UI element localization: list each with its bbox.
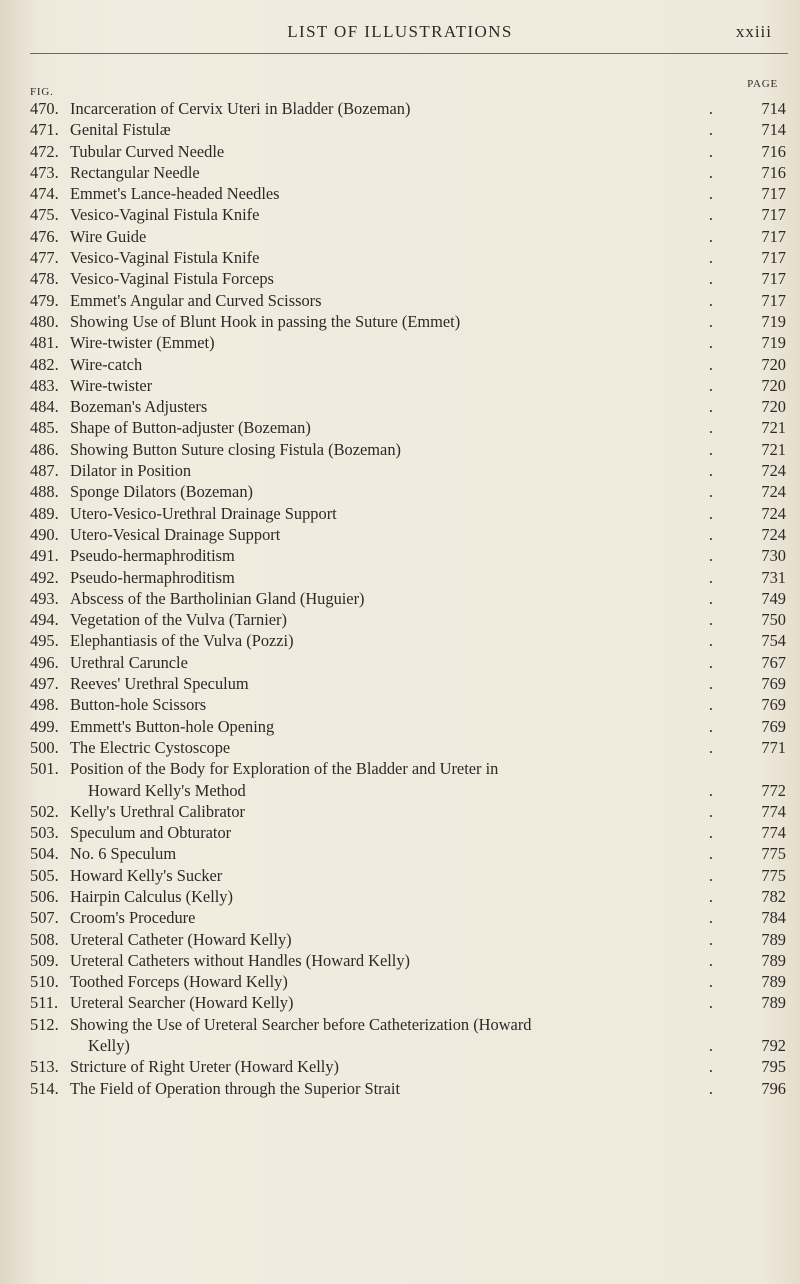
dot-leader: . xyxy=(708,652,734,672)
figure-number: 495. xyxy=(30,631,59,651)
list-item xyxy=(30,630,790,651)
figure-title: Emmet's Lance-headed Needles xyxy=(70,184,280,204)
page-reference: 789 xyxy=(761,950,786,970)
dot-leader: . xyxy=(708,929,734,949)
dot-leader: . xyxy=(708,354,734,374)
fig-column-heading: FIG. xyxy=(30,86,54,98)
list-item xyxy=(30,183,790,204)
list-item xyxy=(30,865,790,886)
figure-number: 511. xyxy=(30,993,59,1013)
figure-number: 508. xyxy=(30,929,59,949)
figure-title: Ureteral Catheter (Howard Kelly) xyxy=(70,929,292,949)
dot-leader: . xyxy=(708,269,734,289)
page-reference: 716 xyxy=(761,162,786,182)
figure-title: Bozeman's Adjusters xyxy=(70,397,208,417)
list-item xyxy=(30,886,790,907)
figure-title: Utero-Vesical Drainage Support xyxy=(70,524,281,544)
dot-leader: . xyxy=(708,844,734,864)
dot-leader: . xyxy=(708,993,734,1013)
figure-title: Emmett's Button-hole Opening xyxy=(70,716,275,736)
figure-title: Showing the Use of Ureteral Searcher before Catheterization (Howard xyxy=(70,1014,532,1034)
figure-title: Sponge Dilators (Bozeman) xyxy=(70,482,253,502)
dot-leader: . xyxy=(708,546,734,566)
figure-title: Wire-twister xyxy=(70,375,153,395)
figure-title: Position of the Body for Exploration of the Bladder and Ureter in xyxy=(70,759,499,779)
figure-number: 475. xyxy=(30,205,59,225)
dot-leader: . xyxy=(708,886,734,906)
dot-leader: . xyxy=(708,162,734,182)
figure-title: Rectangular Needle xyxy=(70,162,200,182)
list-item xyxy=(30,929,790,950)
figure-number: 505. xyxy=(30,865,59,885)
page-reference: 717 xyxy=(761,205,786,225)
dot-leader: . xyxy=(708,801,734,821)
dot-leader: . xyxy=(708,823,734,843)
list-item xyxy=(30,716,790,737)
figure-number: 501. xyxy=(30,759,59,779)
figure-number: 497. xyxy=(30,674,59,694)
page-reference: 795 xyxy=(761,1057,786,1077)
list-item xyxy=(30,439,790,460)
figure-number: 496. xyxy=(30,652,59,672)
page-reference: 717 xyxy=(761,248,786,268)
figure-title: The Field of Operation through the Superior Strait xyxy=(70,1078,401,1098)
dot-leader: . xyxy=(708,397,734,417)
page-reference: 775 xyxy=(761,844,786,864)
page-reference: 719 xyxy=(761,311,786,331)
page-reference: 720 xyxy=(761,354,786,374)
page-reference: 775 xyxy=(761,865,786,885)
figure-number: 485. xyxy=(30,418,59,438)
list-item xyxy=(30,417,790,438)
dot-leader: . xyxy=(708,1057,734,1077)
page-reference: 750 xyxy=(761,610,786,630)
list-item xyxy=(30,204,790,225)
page-reference: 792 xyxy=(761,1036,786,1056)
figure-number: 490. xyxy=(30,524,59,544)
figure-number: 492. xyxy=(30,567,59,587)
figure-number: 482. xyxy=(30,354,59,374)
dot-leader: . xyxy=(708,248,734,268)
running-header xyxy=(0,22,800,52)
dot-leader: . xyxy=(708,610,734,630)
figure-title: Kelly's Urethral Calibrator xyxy=(70,801,245,821)
dot-leader: . xyxy=(708,524,734,544)
figure-number: 489. xyxy=(30,503,59,523)
dot-leader: . xyxy=(708,205,734,225)
figure-number: 477. xyxy=(30,248,59,268)
page-reference: 769 xyxy=(761,695,786,715)
figure-title: Showing Button Suture closing Fistula (Bozeman) xyxy=(70,439,401,459)
list-item xyxy=(30,503,790,524)
list-item xyxy=(30,290,790,311)
dot-leader: . xyxy=(708,737,734,757)
dot-leader: . xyxy=(708,674,734,694)
page-reference: 721 xyxy=(761,418,786,438)
list-item xyxy=(30,247,790,268)
figure-title: Shape of Button-adjuster (Bozeman) xyxy=(70,418,311,438)
list-item xyxy=(30,268,790,289)
figure-number: 513. xyxy=(30,1057,59,1077)
figure-title: Ureteral Searcher (Howard Kelly) xyxy=(70,993,294,1013)
figure-number: 503. xyxy=(30,823,59,843)
dot-leader: . xyxy=(708,780,734,800)
figure-title: Reeves' Urethral Speculum xyxy=(70,674,249,694)
figure-number: 493. xyxy=(30,588,59,608)
figure-number: 506. xyxy=(30,886,59,906)
page-reference: 749 xyxy=(761,588,786,608)
dot-leader: . xyxy=(708,950,734,970)
page-reference: 724 xyxy=(761,524,786,544)
page-reference: 731 xyxy=(761,567,786,587)
list-item xyxy=(30,694,790,715)
list-item xyxy=(30,971,790,992)
figure-title: Emmet's Angular and Curved Scissors xyxy=(70,290,322,310)
list-item xyxy=(30,226,790,247)
page-reference: 730 xyxy=(761,546,786,566)
figure-number: 514. xyxy=(30,1078,59,1098)
dot-leader: . xyxy=(708,1036,734,1056)
dot-leader: . xyxy=(708,418,734,438)
figure-title: Showing Use of Blunt Hook in passing the Suture (Emmet) xyxy=(70,311,461,331)
list-item xyxy=(30,460,790,481)
dot-leader: . xyxy=(708,482,734,502)
page-reference: 724 xyxy=(761,503,786,523)
page-reference: 717 xyxy=(761,269,786,289)
figure-title: Pseudo-hermaphroditism xyxy=(70,567,235,587)
page-reference: 724 xyxy=(761,461,786,481)
figure-number: 494. xyxy=(30,610,59,630)
dot-leader: . xyxy=(708,439,734,459)
figure-title: Wire-catch xyxy=(70,354,143,374)
illustrations-list xyxy=(30,98,790,1099)
list-item xyxy=(30,567,790,588)
page-reference: 717 xyxy=(761,184,786,204)
figure-title: Abscess of the Bartholinian Gland (Huguier) xyxy=(70,588,365,608)
dot-leader: . xyxy=(708,141,734,161)
list-item xyxy=(30,801,790,822)
dot-leader: . xyxy=(708,908,734,928)
figure-number: 491. xyxy=(30,546,59,566)
figure-title: Speculum and Obturator xyxy=(70,823,232,843)
page-reference: 772 xyxy=(761,780,786,800)
dot-leader: . xyxy=(708,716,734,736)
list-item xyxy=(30,524,790,545)
dot-leader: . xyxy=(708,375,734,395)
list-item xyxy=(30,737,790,758)
figure-title: Urethral Caruncle xyxy=(70,652,188,672)
figure-title: Incarceration of Cervix Uteri in Bladder (Bozeman) xyxy=(70,99,411,118)
figure-number: 479. xyxy=(30,290,59,310)
figure-number: 507. xyxy=(30,908,59,928)
figure-number: 481. xyxy=(30,333,59,353)
figure-title: Vesico-Vaginal Fistula Knife xyxy=(70,205,260,225)
figure-number: 487. xyxy=(30,461,59,481)
page-reference: 714 xyxy=(761,99,786,118)
figure-title: Vesico-Vaginal Fistula Forceps xyxy=(70,269,274,289)
figure-title: Elephantiasis of the Vulva (Pozzi) xyxy=(70,631,294,651)
dot-leader: . xyxy=(708,311,734,331)
figure-number: 476. xyxy=(30,226,59,246)
list-item xyxy=(30,758,790,801)
figure-title: Croom's Procedure xyxy=(70,908,196,928)
figure-number: 470. xyxy=(30,99,59,118)
dot-leader: . xyxy=(708,184,734,204)
dot-leader: . xyxy=(708,588,734,608)
figure-number: 478. xyxy=(30,269,59,289)
dot-leader: . xyxy=(708,1078,734,1098)
list-item xyxy=(30,1014,790,1057)
figure-title: Stricture of Right Ureter (Howard Kelly) xyxy=(70,1057,339,1077)
figure-title: Wire Guide xyxy=(70,226,147,246)
figure-title: Dilator in Position xyxy=(70,461,192,481)
list-item xyxy=(30,162,790,183)
page-reference: 774 xyxy=(761,801,786,821)
page-reference: 716 xyxy=(761,141,786,161)
page-reference: 717 xyxy=(761,226,786,246)
figure-number: 488. xyxy=(30,482,59,502)
page-reference: 771 xyxy=(761,737,786,757)
dot-leader: . xyxy=(708,972,734,992)
figure-number: 509. xyxy=(30,950,59,970)
figure-title: Utero-Vesico-Urethral Drainage Support xyxy=(70,503,337,523)
list-item xyxy=(30,822,790,843)
figure-title: Howard Kelly's Sucker xyxy=(70,865,223,885)
dot-leader: . xyxy=(708,290,734,310)
page-reference: 789 xyxy=(761,929,786,949)
page-reference: 754 xyxy=(761,631,786,651)
figure-title: Button-hole Scissors xyxy=(70,695,207,715)
figure-title: Vegetation of the Vulva (Tarnier) xyxy=(70,610,287,630)
list-item xyxy=(30,843,790,864)
figure-number: 472. xyxy=(30,141,59,161)
list-item xyxy=(30,1078,790,1099)
figure-number: 471. xyxy=(30,120,59,140)
page-reference: 721 xyxy=(761,439,786,459)
figure-title: Genital Fistulæ xyxy=(70,120,171,140)
figure-number: 480. xyxy=(30,311,59,331)
figure-number: 502. xyxy=(30,801,59,821)
figure-number: 510. xyxy=(30,972,59,992)
dot-leader: . xyxy=(708,865,734,885)
figure-number: 486. xyxy=(30,439,59,459)
list-item xyxy=(30,609,790,630)
list-item xyxy=(30,311,790,332)
list-item xyxy=(30,588,790,609)
list-item xyxy=(30,907,790,928)
figure-title-continued: Kelly) xyxy=(88,1036,130,1056)
page-reference: 789 xyxy=(761,993,786,1013)
page-reference: 782 xyxy=(761,886,786,906)
list-item xyxy=(30,545,790,566)
list-item xyxy=(30,992,790,1013)
header-rule xyxy=(30,53,788,54)
list-item xyxy=(30,652,790,673)
figure-title: Hairpin Calculus (Kelly) xyxy=(70,886,233,906)
dot-leader: . xyxy=(708,695,734,715)
figure-title: Toothed Forceps (Howard Kelly) xyxy=(70,972,288,992)
dot-leader: . xyxy=(708,503,734,523)
figure-title-continued: Howard Kelly's Method xyxy=(88,780,246,800)
figure-title: Wire-twister (Emmet) xyxy=(70,333,215,353)
list-item xyxy=(30,396,790,417)
page-reference: 789 xyxy=(761,972,786,992)
dot-leader: . xyxy=(708,567,734,587)
dot-leader: . xyxy=(708,120,734,140)
page-title: LIST OF ILLUSTRATIONS xyxy=(287,22,513,41)
figure-number: 483. xyxy=(30,375,59,395)
figure-number: 484. xyxy=(30,397,59,417)
figure-title: Pseudo-hermaphroditism xyxy=(70,546,235,566)
figure-title: Vesico-Vaginal Fistula Knife xyxy=(70,248,260,268)
figure-title: No. 6 Speculum xyxy=(70,844,177,864)
figure-number: 473. xyxy=(30,162,59,182)
list-item xyxy=(30,1056,790,1077)
page-reference: 720 xyxy=(761,397,786,417)
figure-number: 499. xyxy=(30,716,59,736)
page-reference: 720 xyxy=(761,375,786,395)
page-reference: 714 xyxy=(761,120,786,140)
list-item xyxy=(30,119,790,140)
dot-leader: . xyxy=(708,99,734,118)
page-reference: 717 xyxy=(761,290,786,310)
page-reference: 769 xyxy=(761,716,786,736)
figure-number: 500. xyxy=(30,737,59,757)
page-number: xxiii xyxy=(735,22,772,41)
figure-number: 498. xyxy=(30,695,59,715)
dot-leader: . xyxy=(708,333,734,353)
page-reference: 774 xyxy=(761,823,786,843)
list-item xyxy=(30,141,790,162)
list-item xyxy=(30,354,790,375)
page-reference: 784 xyxy=(761,908,786,928)
list-item xyxy=(30,98,790,119)
page-reference: 719 xyxy=(761,333,786,353)
dot-leader: . xyxy=(708,631,734,651)
figure-number: 512. xyxy=(30,1014,59,1034)
figure-number: 474. xyxy=(30,184,59,204)
list-item xyxy=(30,332,790,353)
page-column-heading: PAGE xyxy=(747,78,778,90)
dot-leader: . xyxy=(708,226,734,246)
figure-title: Ureteral Catheters without Handles (Howard Kelly) xyxy=(70,950,410,970)
list-item xyxy=(30,481,790,502)
figure-number: 504. xyxy=(30,844,59,864)
list-item xyxy=(30,375,790,396)
list-item xyxy=(30,950,790,971)
page-reference: 767 xyxy=(761,652,786,672)
figure-title: Tubular Curved Needle xyxy=(70,141,225,161)
page-reference: 769 xyxy=(761,674,786,694)
list-item xyxy=(30,673,790,694)
page-reference: 796 xyxy=(761,1078,786,1098)
dot-leader: . xyxy=(708,461,734,481)
page-reference: 724 xyxy=(761,482,786,502)
figure-title: The Electric Cystoscope xyxy=(70,737,231,757)
